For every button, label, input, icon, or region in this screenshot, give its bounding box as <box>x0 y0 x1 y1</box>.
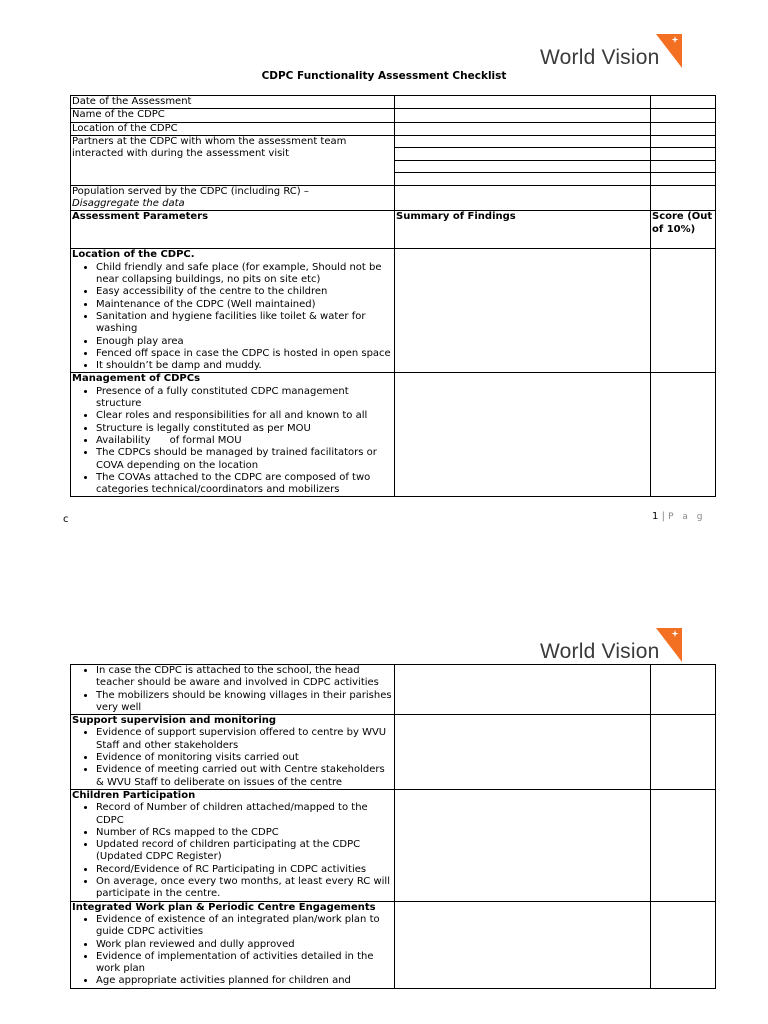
list-item: • Evidence of meeting carried out with Centre stakeholders & WVU Staff to deliberate on issues of the centre <box>96 764 393 789</box>
section-row <box>71 715 716 790</box>
table-row <box>71 185 716 211</box>
logo-text: World Vision <box>540 46 660 69</box>
section-title: Management of CDPCs <box>72 373 201 385</box>
section-row <box>71 249 716 373</box>
row-label: Partners at the CDPC with whom the assessment team interacted with during the assessment visit <box>71 135 395 185</box>
list-item: • It shouldn’t be damp and muddy. <box>96 360 393 372</box>
score-cell <box>651 135 716 148</box>
findings-cell <box>395 249 651 373</box>
section-cell <box>71 715 395 790</box>
findings-cell <box>395 715 651 790</box>
world-vision-star-icon <box>656 626 682 662</box>
criteria-list <box>72 727 393 788</box>
list-item: • Record/Evidence of RC Participating in CDPC activities <box>96 864 393 876</box>
footer-mark: c <box>63 514 69 525</box>
list-item: • Fenced off space in case the CDPC is hosted in open space <box>96 348 393 360</box>
page-separator: | <box>661 511 665 522</box>
page-footer <box>652 511 706 522</box>
findings-cell <box>395 901 651 988</box>
section-title: Location of the CDPC. <box>72 249 195 261</box>
findings-cell <box>395 109 651 122</box>
section-cell <box>71 373 395 497</box>
list-item: • Evidence of support supervision offered to centre by WVU Staff and other stakeholders <box>96 727 393 752</box>
findings-cell <box>395 789 651 901</box>
list-item: • In case the CDPC is attached to the school, the head teacher should be aware and involved in CDPC activities <box>96 665 393 690</box>
list-item: • Clear roles and responsibilities for all and known to all <box>96 410 393 422</box>
findings-cell <box>395 148 651 161</box>
findings-cell <box>395 373 651 497</box>
criteria-list <box>72 386 393 497</box>
findings-cell <box>395 135 651 148</box>
findings-cell <box>395 665 651 715</box>
section-row <box>71 373 716 497</box>
section-row <box>71 789 716 901</box>
score-cell <box>651 249 716 373</box>
score-cell <box>651 715 716 790</box>
section-cell <box>71 665 395 715</box>
list-item: • Record of Number of children attached/mapped to the CDPC <box>96 802 393 827</box>
score-cell <box>651 901 716 988</box>
logo-text: World Vision <box>540 640 660 663</box>
column-header-row <box>71 211 716 249</box>
population-label: Population served by the CDPC (including RC) – <box>72 185 309 197</box>
page-number: 1 <box>652 511 659 522</box>
score-cell <box>651 665 716 715</box>
criteria-list <box>72 802 393 900</box>
criteria-list <box>72 262 393 373</box>
findings-cell <box>395 185 651 211</box>
list-item: • Evidence of implementation of activities detailed in the work plan <box>96 951 393 976</box>
row-label: Location of the CDPC <box>71 122 395 135</box>
section-row <box>71 901 716 988</box>
list-item: • Structure is legally constituted as per MOU <box>96 423 393 435</box>
column-header-score: Score (Out of 10%) <box>651 211 716 249</box>
list-item: • Evidence of existence of an integrated plan/work plan to guide CDPC activities <box>96 914 393 939</box>
findings-cell <box>395 173 651 186</box>
list-item: • The mobilizers should be knowing villages in their parishes very well <box>96 690 393 715</box>
table-row <box>71 109 716 122</box>
section-cell <box>71 789 395 901</box>
section-cell <box>71 249 395 373</box>
section-cell <box>71 901 395 988</box>
page-label: P a g <box>668 512 706 522</box>
row-label: Date of the Assessment <box>71 96 395 109</box>
column-header-findings: Summary of Findings <box>395 211 651 249</box>
list-item: • Work plan reviewed and dully approved <box>96 939 393 951</box>
world-vision-star-icon <box>656 32 682 68</box>
list-item: • Presence of a fully constituted CDPC management structure <box>96 386 393 411</box>
document-title: CDPC Functionality Assessment Checklist <box>261 70 507 82</box>
score-cell <box>651 148 716 161</box>
section-title: Support supervision and monitoring <box>72 715 277 727</box>
list-item: • The COVAs attached to the CDPC are composed of two categories technical/coordinators and mobilizers <box>96 472 393 497</box>
score-cell <box>651 173 716 186</box>
list-item: • Easy accessibility of the centre to the children <box>96 286 393 298</box>
list-item: • Evidence of monitoring visits carried out <box>96 752 393 764</box>
table-row <box>71 135 716 148</box>
criteria-list <box>72 914 393 988</box>
findings-cell <box>395 160 651 173</box>
list-item: • Age appropriate activities planned for children and <box>96 975 393 987</box>
assessment-table-page2 <box>70 664 716 989</box>
score-cell <box>651 789 716 901</box>
list-item: • Maintenance of the CDPC (Well maintained) <box>96 299 393 311</box>
row-label: Name of the CDPC <box>71 109 395 122</box>
score-cell <box>651 373 716 497</box>
table-row <box>71 122 716 135</box>
findings-cell <box>395 96 651 109</box>
section-title: Integrated Work plan & Periodic Centre Engagements <box>72 901 376 913</box>
world-vision-logo <box>540 626 682 662</box>
list-item: • Number of RCs mapped to the CDPC <box>96 827 393 839</box>
score-cell <box>651 185 716 211</box>
world-vision-logo <box>540 32 682 68</box>
section-title: Children Participation <box>72 789 196 801</box>
section-row <box>71 665 716 715</box>
list-item: • Updated record of children participating at the CDPC (Updated CDPC Register) <box>96 839 393 864</box>
list-item: • Availability of formal MOU <box>96 435 393 447</box>
column-header-parameters: Assessment Parameters <box>71 211 395 249</box>
score-cell <box>651 109 716 122</box>
findings-cell <box>395 122 651 135</box>
list-item: • The CDPCs should be managed by trained facilitators or COVA depending on the location <box>96 447 393 472</box>
list-item: • Child friendly and safe place (for example, Should not be near collapsing buildings, no pits on site etc) <box>96 262 393 287</box>
criteria-list <box>72 665 393 714</box>
table-row <box>71 96 716 109</box>
population-note: Disaggregate the data <box>72 198 185 210</box>
score-cell <box>651 160 716 173</box>
list-item: • On average, once every two months, at least every RC will participate in the centre. <box>96 876 393 901</box>
assessment-table-page1 <box>70 95 716 497</box>
list-item: • Sanitation and hygiene facilities like toilet & water for washing <box>96 311 393 336</box>
score-cell <box>651 96 716 109</box>
score-cell <box>651 122 716 135</box>
list-item: • Enough play area <box>96 336 393 348</box>
population-cell <box>71 185 395 211</box>
